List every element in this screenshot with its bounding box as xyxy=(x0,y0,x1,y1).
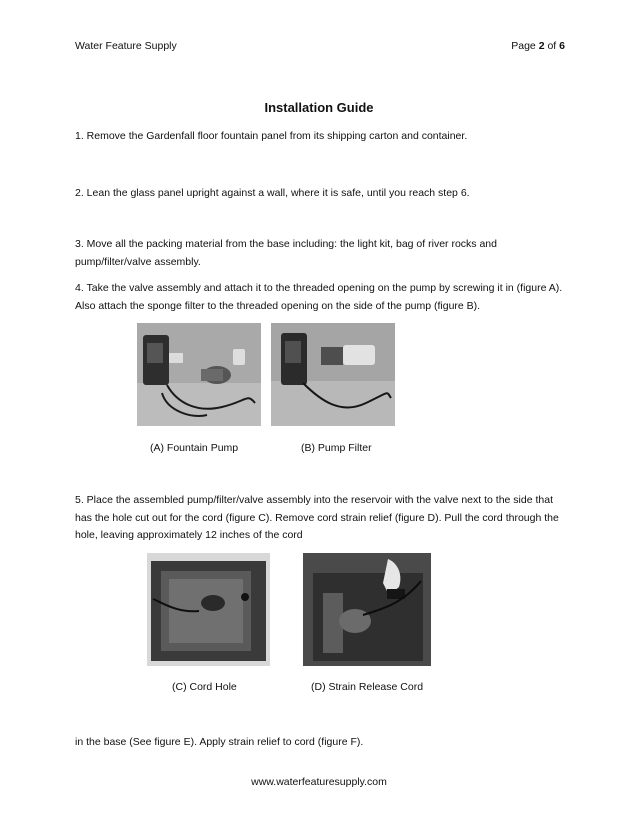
strain-release-cord-image xyxy=(303,553,431,666)
page-label: Page xyxy=(511,40,536,52)
step-2: 2. Lean the glass panel upright against a wall, where it is safe, until you reach step 6. xyxy=(75,187,470,199)
page-total: 6 xyxy=(559,40,565,52)
cord-hole-image xyxy=(147,553,270,666)
step-3: 3. Move all the packing material from the base including: the light kit, bag of river rocks and pump/filter/valve assembly. xyxy=(75,238,497,268)
header-brand: Water Feature Supply xyxy=(75,40,177,52)
page-of: of xyxy=(547,40,557,52)
step-5-continued: in the base (See figure E). Apply strain relief to cord (figure F). xyxy=(75,736,364,748)
caption-a: (A) Fountain Pump xyxy=(150,442,239,454)
figure-d-photo xyxy=(303,553,431,666)
step-1: 1. Remove the Gardenfall floor fountain panel from its shipping carton and container. xyxy=(75,130,468,142)
fountain-pump-image xyxy=(137,323,261,426)
footer-url: www.waterfeaturesupply.com xyxy=(251,776,387,788)
page-title: Installation Guide xyxy=(264,100,374,115)
caption-b: (B) Pump Filter xyxy=(301,442,372,454)
figure-a-photo xyxy=(137,323,261,426)
pump-filter-image xyxy=(271,323,395,426)
step-5: 5. Place the assembled pump/filter/valve assembly into the reservoir with the valve next to the side that has the hole cut out for the cord (figure C). Remove cord strain relief (figure D). Pull the cord through the hole, leaving approximately 12 inches of the cord xyxy=(75,494,559,541)
step-4: 4. Take the valve assembly and attach it to the threaded opening on the pump by screwing it in (figure A). Also attach the sponge filter to the threaded opening on the side of the pump (figure B). xyxy=(75,282,563,312)
figure-c-photo xyxy=(147,553,270,666)
page-number: 2 xyxy=(538,40,545,52)
figure-b-photo xyxy=(271,323,395,426)
caption-d: (D) Strain Release Cord xyxy=(311,681,424,693)
header-page-indicator xyxy=(511,40,565,52)
caption-c: (C) Cord Hole xyxy=(172,681,237,693)
